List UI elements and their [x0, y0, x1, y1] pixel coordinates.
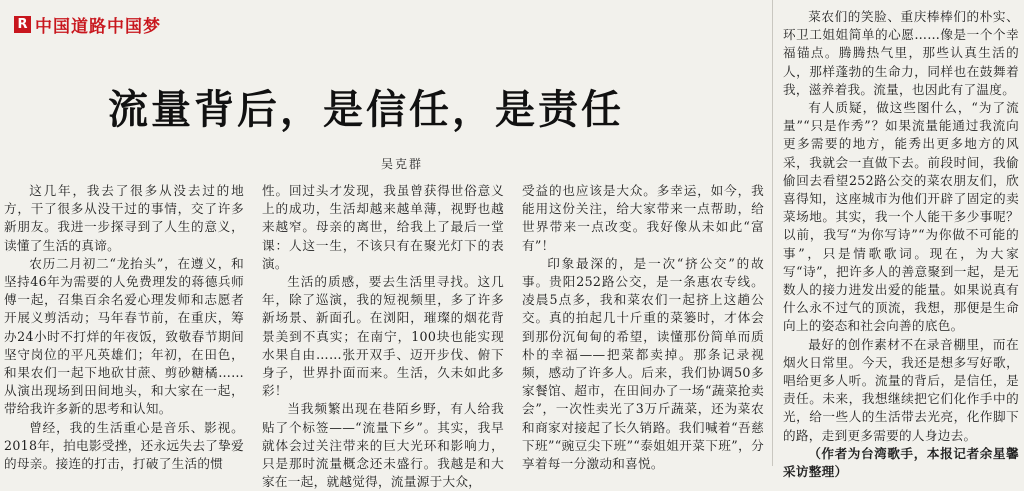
- reporter-name: 余星馨: [979, 445, 1020, 461]
- article-column-3: [522, 182, 764, 472]
- paragraph: 菜农们的笑脸、重庆棒棒们的朴实、环卫工姐姐简单的心愿……像是一个个幸福锚点。腾腾热气里，那些认真生活的人，那样蓬勃的生命力，同样也在鼓舞着我，滋养着我。流量，也因此有了温度。: [783, 9, 1019, 97]
- article-author: 吴克群: [381, 157, 424, 171]
- article-column-2: [262, 182, 504, 490]
- author-note-suffix: 采访整理）: [783, 464, 848, 480]
- paragraph: 这几年，我去了很多从没去过的地方，干了很多从没干过的事情，交了许多新朋友。我进一步探寻到了人生的意义，读懂了生活的真谛。: [4, 183, 244, 253]
- paragraph: 性。回过头才发现，我虽曾获得世俗意义上的成功，生活却越来越单薄，视野也越来越窄。母亲的离世，给我上了最后一堂课：人这一生，不该只有在聚光灯下的表演。: [262, 183, 504, 271]
- paragraph: 生活的质感，要去生活里寻找。这几年，除了巡演，我的短视频里，多了许多新场景、新面孔。在浏阳，璀璨的烟花背景美到不真实；在南宁，100块也能实现水果自由……张开双手、迈开步伐、俯下身子，世界扑面而来。生活，久未如此多彩！: [262, 274, 504, 399]
- paragraph: 最好的创作素材不在录音棚里，而在烟火日常里。今天，我还是想多写好歌，唱给更多人听。流量的背后，是信任，是责任。未来，我想继续把它们化作手中的光，给一些人的生活带去光亮，化作脚下的路，走到更多需要的人身边去。: [783, 336, 1019, 443]
- article-column-4: [783, 8, 1020, 480]
- article-headline: 流量背后，是信任，是责任: [108, 87, 624, 133]
- paragraph: 当我频繁出现在巷陌乡野，有人给我贴了个标签——“流量下乡”。其实，我早就体会过关注带来的巨大光环和影响力，只是那时流量概念还未盛行。我越是和大家在一起，就越觉得，流量源于大众，: [262, 401, 504, 490]
- paragraph: 印象最深的，是一次“挤公交”的故事。贵阳252路公交，是一条惠农专线。凌晨5点多，我和菜农们一起挤上这趟公交。真的拍起几十斤重的菜篓时，才体会到那份沉甸甸的希望，读懂那份简单而质朴的幸福——把菜都卖掉。那条记录视频，感动了许多人。后来，我们协调50多家餐馆、超市，在田间办了一场“蔬菜抢卖会”，一次性卖光了3万斤蔬菜，还为菜农和商家对接起了长久销路。我们喊着“吾慈下班”“豌豆尖下班”“泰姐姐开菜下班”，分享着每一分激动和喜悦。: [522, 255, 764, 472]
- column-banner: [14, 12, 161, 37]
- paragraph: 农历二月初二“龙抬头”，在遵义，和坚持46年为需要的人免费理发的蒋德兵师傅一起，召集百余名爱心理发师和志愿者开展义剪活动；马年春节前，在重庆，筹办24小时不打烊的年夜饭，致敬春节期间坚守岗位的平凡英雄们；年初，在田色，和果农们一起下地砍甘蔗、剪砂糖橘……从演出现场到田间地头，和大家在一起，带给我许多新的思考和认知。: [4, 255, 244, 417]
- article-column-1: [4, 182, 244, 472]
- paragraph: 有人质疑，做这些图什么，“为了流量”“只是作秀”？如果流量能通过我流向更多需要的地方，能秀出更多地方的风采，我就会一直做下去。前段时间，我偷偷回去看望252路公交的菜农朋友们，欣喜得知，这座城市为他们开辟了固定的卖菜场地。其实，我一个人能干多少事呢？以前，我写“为你写诗”“为你做不可能的事”，只是情歌歌词。现在，为大家写“诗”，把许多人的善意聚到一起，是无数人的接力进发出爱的能量。如果说真有什么永不过气的顶流，我想，那便是生命向上的姿态和社会向善的底色。: [783, 100, 1019, 334]
- banner-title: 中国道路中国梦: [35, 17, 161, 37]
- author-note: [783, 445, 1019, 481]
- author-note-prefix: （作者为台湾歌手，本报记者: [808, 445, 980, 461]
- r-logo-icon: R: [14, 16, 31, 33]
- paragraph: 受益的也应该是大众。多幸运，如今，我能用这份关注，给大家带来一点帮助，给世界带来一点改变。我好像从未如此“富有”！: [522, 183, 764, 253]
- paragraph: 曾经，我的生活重心是音乐、影视。2018年，拍电影受挫，还永远失去了挚爱的母亲。接连的打击，打破了生活的惯: [4, 419, 244, 472]
- column-divider: [772, 0, 773, 466]
